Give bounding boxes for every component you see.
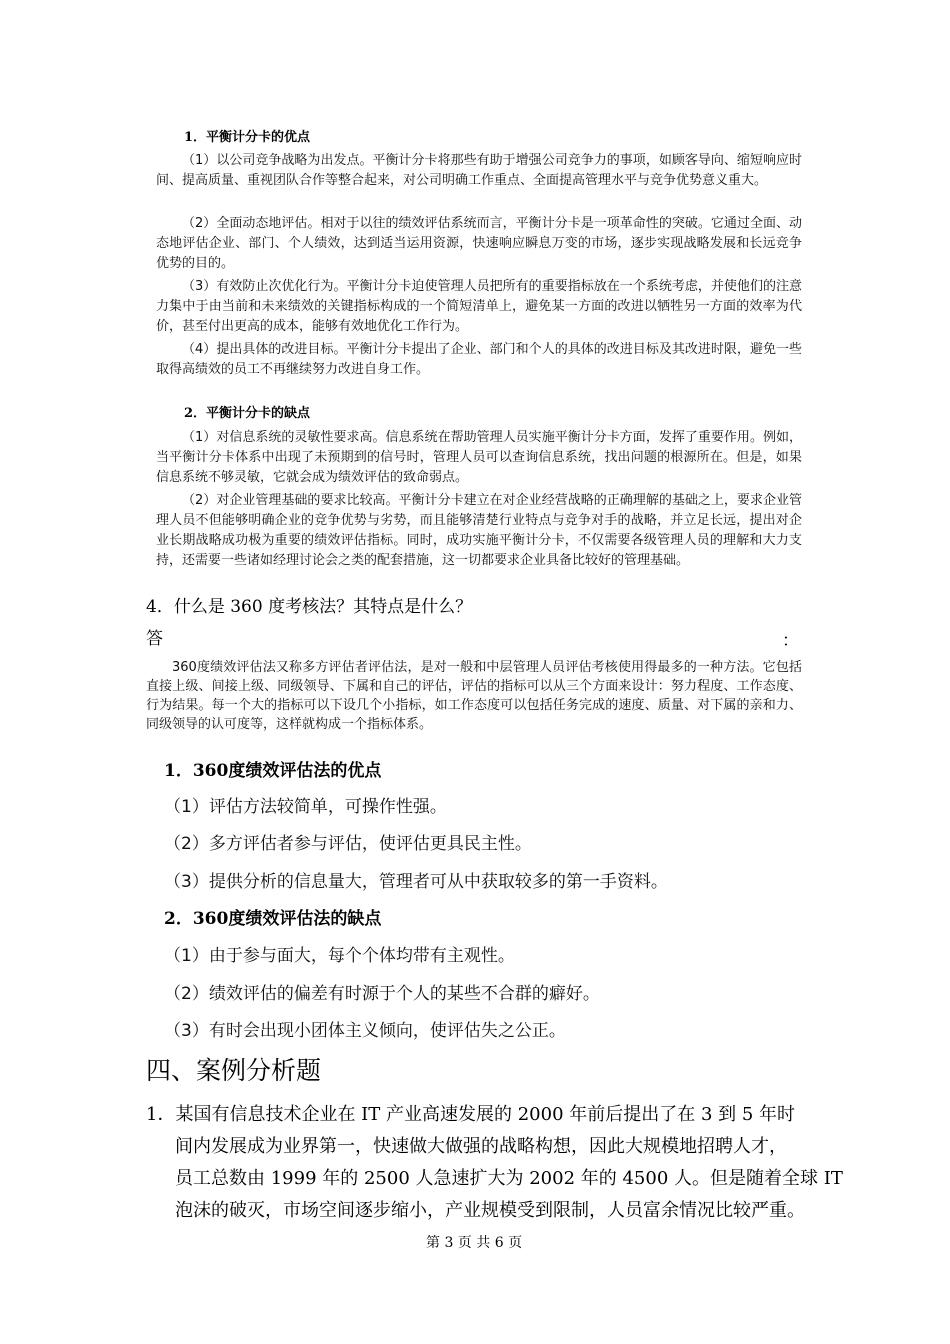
case-line-3: 员工总数由 1999 年的 2500 人急速扩大为 2002 年的 4500 人。但是随着全球 IT [175, 1168, 843, 1189]
bsc-adv-paragraph-1: （1）以公司竞争战略为出发点。平衡计分卡将那些有助于增强公司竞争力的事项，如顾客导向、缩短响应时间、提高质量、重视团队合作等整合起来，对公司明确工作重点、全面提高管理水平与竞争优势意义重大。 [156, 153, 802, 188]
case-line-4: 泡沫的破灭，市场空间逐步缩小，产业规模受到限制，人员富余情况比较严重。 [175, 1200, 805, 1221]
answer-label: 答 [146, 629, 163, 649]
360-dis-item-2: （2）绩效评估的偏差有时源于个人的某些不合群的癖好。 [164, 984, 600, 1004]
360-dis-item-3: （3）有时会出现小团体主义倾向，使评估失之公正。 [164, 1021, 566, 1041]
bsc-dis-paragraph-1: （1）对信息系统的灵敏性要求高。信息系统在帮助管理人员实施平衡计分卡方面，发挥了重要作用。例如，当平衡计分卡体系中出现了未预期到的信号时，管理人员可以查询信息系统，找出问题的根源所在。但是，如果信息系统不够灵敏，它就会成为绩效评估的致命弱点。 [156, 430, 802, 485]
bsc-dis-paragraph-2: （2）对企业管理基础的要求比较高。平衡计分卡建立在对企业经营战略的正确理解的基础之上，要求企业管理人员不但能够明确企业的竞争优势与劣势，而且能够清楚行业特点与竞争对手的战略，并立足长远，提出对企业长期战略成功极为重要的绩效评估指标。同时，成功实施平衡计分卡，不仅需要各级管理人员的理解和大力支持，还需要一些诸如经理讨论会之类的配套措施，这一切都要求企业具备比较好的管理基础。 [156, 493, 802, 568]
case-line-2: 间内发展成为业界第一，快速做大做强的战略构想，因此大规模地招聘人才， [175, 1136, 787, 1157]
360-adv-item-3: （3）提供分析的信息量大，管理者可从中获取较多的第一手资料。 [164, 872, 668, 892]
360-advantages-heading: 1．360度绩效评估法的优点 [164, 761, 382, 781]
360-dis-item-1: （1）由于参与面大，每个个体均带有主观性。 [164, 946, 515, 966]
360-adv-item-2: （2）多方评估者参与评估，使评估更具民主性。 [164, 834, 532, 854]
answer-colon: ： [782, 631, 799, 651]
bsc-advantages-heading: 1．平衡计分卡的优点 [184, 130, 311, 145]
bsc-disadvantages-heading: 2．平衡计分卡的缺点 [184, 406, 311, 421]
section-title: 四、案例分析题 [146, 1056, 322, 1085]
360-adv-item-1: （1）评估方法较简单，可操作性强。 [164, 797, 447, 817]
360-intro-paragraph: 360度绩效评估法又称多方评估者评估法，是对一般和中层管理人员评估考核使用得最多的一种方法。它包括直接上级、间接上级、同级领导、下属和自己的评估，评估的指标可以从三个方面来设计：努力程度、工作态度、行为结果。每一个大的指标可以下设几个小指标，如工作态度可以包括任务完成的速度、质量、对下属的亲和力、同级领导的认可度等，这样就构成一个指标体系。 [146, 660, 802, 732]
bsc-adv-paragraph-4: （4）提出具体的改进目标。平衡计分卡提出了企业、部门和个人的具体的改进目标及其改进时限，避免一些取得高绩效的员工不再继续努力改进自身工作。 [156, 342, 802, 377]
360-disadvantages-heading: 2．360度绩效评估法的缺点 [164, 909, 382, 929]
case-line-1: 1．某国有信息技术企业在 IT 产业高速发展的 2000 年前后提出了在 3 到 5 年时 [146, 1104, 796, 1125]
bsc-adv-paragraph-3: （3）有效防止次优化行为。平衡计分卡迫使管理人员把所有的重要指标放在一个系统考虑，并使他们的注意力集中于由当前和未来绩效的关键指标构成的一个简短清单上，避免某一方面的改进以牺牲另一方面的效率为代价，甚至付出更高的成本，能够有效地优化工作行为。 [156, 279, 802, 334]
question-4: 4．什么是 360 度考核法？其特点是什么？ [146, 597, 473, 617]
page-footer: 第 3 页 共 6 页 [426, 1235, 523, 1251]
bsc-adv-paragraph-2: （2）全面动态地评估。相对于以往的绩效评估系统而言，平衡计分卡是一项革命性的突破。它通过全面、动态地评估企业、部门、个人绩效，达到适当运用资源，快速响应瞬息万变的市场，逐步实现战略发展和长远竞争优势的目的。 [156, 216, 802, 271]
